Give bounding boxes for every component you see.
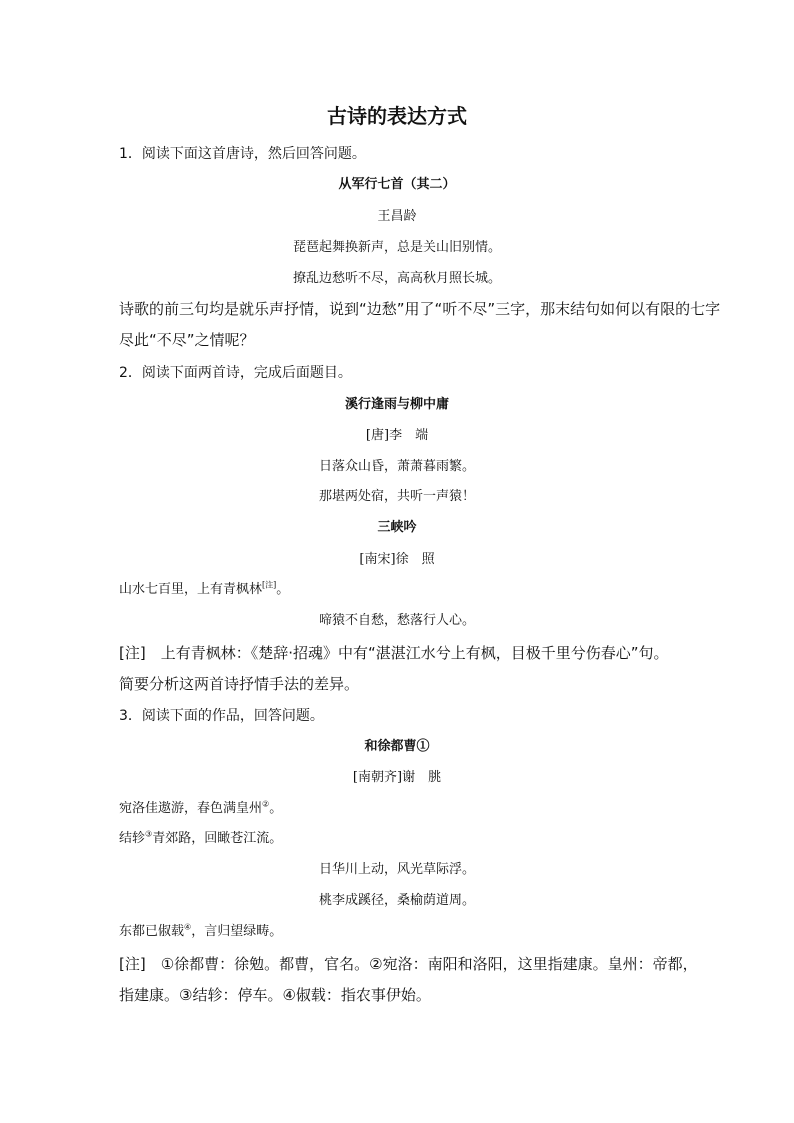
poem-3-title: 和徐都曹① — [364, 739, 430, 754]
poem-3-note: 指建康。③结轸：停车。④俶载：指农事伊始。 — [119, 986, 431, 1004]
poem-3-note: [注] ①徐都曹：徐勉。都曹，官名。②宛洛：南阳和洛阳，这里指建康。皇州：帝都， — [119, 955, 698, 973]
poem-3-line-end: 青郊路，回瞰苍江流。 — [152, 831, 283, 846]
poem-2a-author: [唐]李 端 — [365, 428, 429, 443]
poem-3-line-text: 结轸 — [119, 831, 146, 846]
poem-3-line: 桃李成蹊径，桑榆荫道周。 — [318, 893, 475, 908]
question-2-prompt: 2．阅读下面两首诗，完成后面题目。 — [119, 365, 352, 381]
poem-1-author: 王昌龄 — [377, 209, 417, 224]
question-2-text: 简要分析这两首诗抒情手法的差异。 — [119, 675, 360, 693]
poem-3-line-end: ，言归望绿畴。 — [191, 924, 283, 939]
question-3-prompt: 3．阅读下面的作品，回答问题。 — [119, 708, 324, 724]
footnote-marker: ③ — [145, 829, 153, 839]
poem-3-line-text: 东都已俶载 — [119, 924, 185, 939]
poem-2b-line: 啼猿不自愁，愁落行人心。 — [318, 613, 475, 628]
question-1-text: 诗歌的前三句均是就乐声抒情，说到“边愁”用了“听不尽”三字，那末结句如何以有限的七字 — [119, 300, 721, 318]
poem-2b-line — [119, 580, 290, 597]
poem-1-line: 撩乱边愁听不尽，高高秋月照长城。 — [292, 271, 501, 286]
poem-3-line-end: 。 — [269, 801, 283, 816]
poem-3-line — [119, 829, 283, 846]
poem-3-line-text: 宛洛佳遨游，春色满皇州 — [119, 801, 263, 816]
poem-2b-author: [南宋]徐 照 — [359, 552, 435, 567]
poem-3-line: 日华川上动，风光草际浮。 — [318, 862, 475, 877]
footnote-marker: ② — [262, 799, 270, 809]
poem-2a-title: 溪行逢雨与柳中庸 — [344, 397, 449, 412]
question-1-prompt: 1．阅读下面这首唐诗，然后回答问题。 — [119, 146, 366, 162]
document-title: 古诗的表达方式 — [327, 104, 467, 128]
footnote-marker: [注] — [262, 580, 277, 590]
poem-2b-line-text: 山水七百里，上有青枫林 — [119, 582, 263, 597]
poem-2b-line-end: 。 — [276, 582, 290, 597]
poem-2b-title: 三峡吟 — [377, 520, 417, 535]
question-1-text: 尽此“不尽”之情呢？ — [119, 331, 255, 349]
footnote-marker: ④ — [184, 922, 192, 932]
poem-1-title: 从军行七首（其二） — [338, 177, 456, 192]
poem-3-line — [119, 922, 283, 939]
poem-2a-line: 那堪两处宿，共听一声猿！ — [318, 489, 475, 504]
poem-3-author: [南朝齐]谢 朓 — [352, 770, 442, 785]
poem-1-line: 琵琶起舞换新声，总是关山旧别情。 — [292, 240, 501, 255]
poem-2-note: [注] 上有青枫林：《楚辞·招魂》中有“湛湛江水兮上有枫，目极千里兮伤春心”句。 — [119, 644, 669, 662]
poem-3-line — [119, 799, 283, 816]
poem-2a-line: 日落众山昏，萧萧暮雨繁。 — [318, 459, 475, 474]
